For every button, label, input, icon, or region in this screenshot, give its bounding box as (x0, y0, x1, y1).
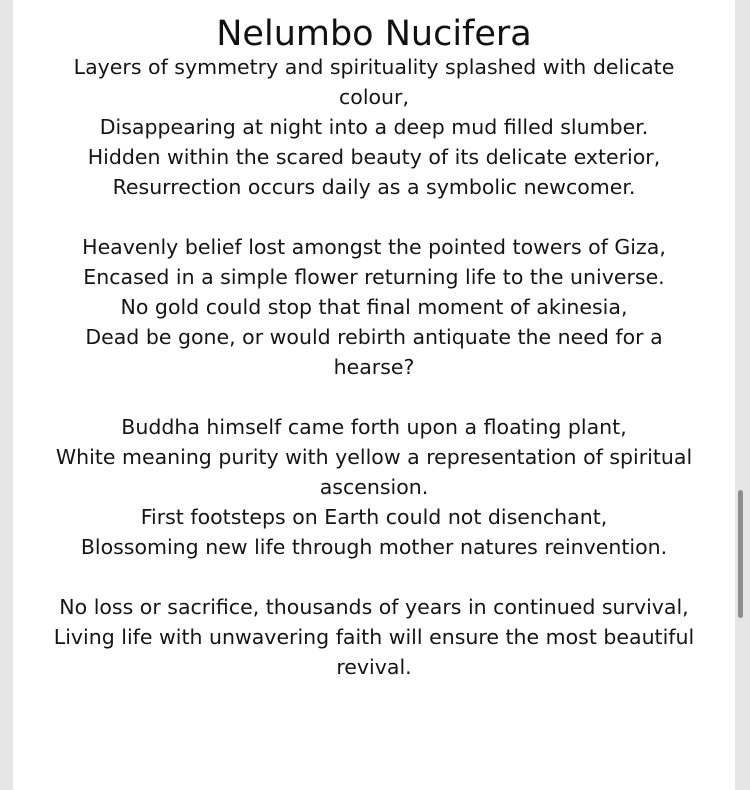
poem-line: Heavenly belief lost amongst the pointed towers of Giza, (82, 235, 666, 259)
poem-line: Buddha himself came forth upon a floating plant, (121, 415, 627, 439)
poem-line: Hidden within the scared beauty of its delicate exterior, (87, 145, 661, 169)
scrollbar-thumb[interactable] (738, 490, 743, 618)
stanza-3 (53, 412, 695, 562)
vertical-scrollbar[interactable] (735, 0, 750, 790)
stanza-1 (53, 52, 695, 202)
poem-line: Layers of symmetry and spirituality splashed with delicate colour, (73, 55, 675, 109)
poem-page (13, 0, 735, 790)
poem-line: Resurrection occurs daily as a symbolic newcomer. (112, 175, 636, 199)
poem-line: Blossoming new life through mother natures reinvention. (80, 535, 668, 559)
poem-line: White meaning purity with yellow a representation of spiritual ascension. (55, 445, 693, 499)
poem-line: First footsteps on Earth could not disenchant, (140, 505, 608, 529)
stanza-4 (53, 592, 695, 682)
poem-line: Dead be gone, or would rebirth antiquate the need for a hearse? (85, 325, 663, 379)
poem-line: Disappearing at night into a deep mud filled slumber. (99, 115, 649, 139)
poem-line: Living life with unwavering faith will ensure the most beautiful revival. (53, 625, 695, 679)
stanza-2 (53, 232, 695, 382)
poem-body (53, 52, 695, 712)
poem-line: No gold could stop that final moment of akinesia, (120, 295, 628, 319)
poem-line: No loss or sacrifice, thousands of years in continued survival, (59, 595, 689, 619)
poem-line: Encased in a simple flower returning life to the universe. (83, 265, 665, 289)
poem-title: Nelumbo Nucifera (216, 14, 532, 54)
